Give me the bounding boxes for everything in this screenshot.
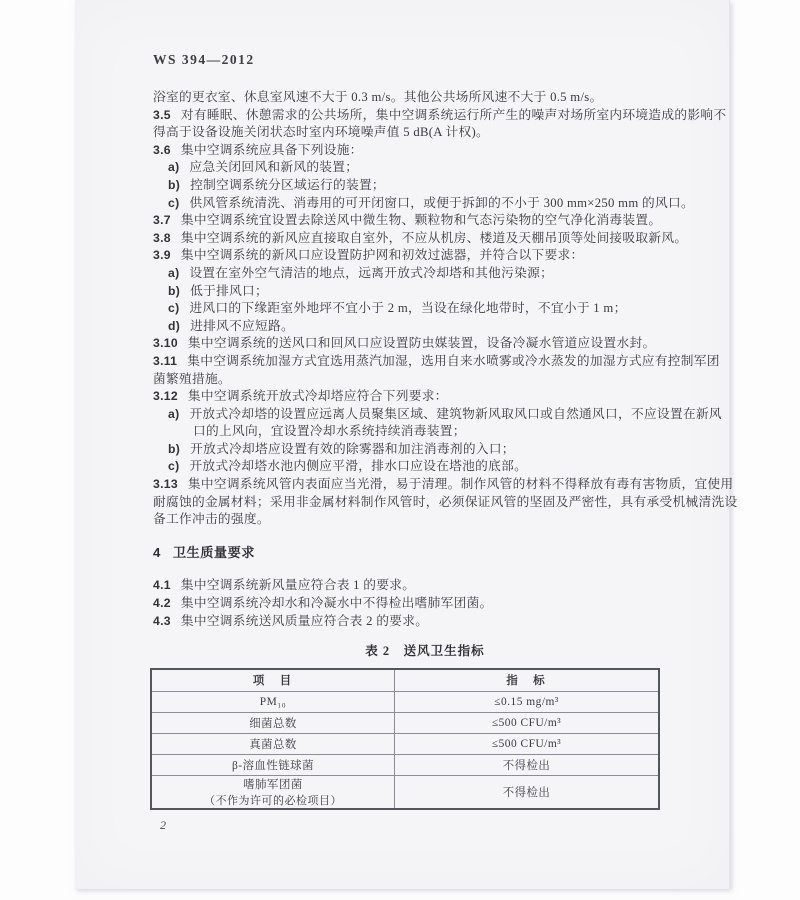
table-cell-item: PM₁₀: [151, 691, 395, 712]
list-marker: b): [168, 283, 181, 298]
table-title: 表 2 送风卫生指标: [365, 644, 485, 659]
list-marker: a): [168, 265, 180, 280]
clause-text: 集中空调系统冷却水和冷凝水中不得检出嗜肺军团菌。: [180, 596, 493, 611]
clause-text: 备工作冲击的强度。: [153, 512, 270, 527]
list-text: 进排风不应短路。: [190, 318, 295, 333]
clause-text: 集中空调系统送风质量应符合表 2 的要求。: [180, 613, 429, 628]
clause-text: 集中空调系统的新风口应设置防护网和初效过滤器，并符合以下要求：: [180, 248, 584, 263]
list-marker: a): [168, 160, 180, 175]
table-row: [151, 712, 659, 733]
table-header-value: 指 标: [395, 669, 660, 691]
list-text: 控制空调系统分区域运行的装置；: [190, 177, 385, 192]
table-cell-value: ≤500 CFU/m³: [395, 712, 660, 733]
clause-number: 3.5: [153, 107, 171, 122]
clause-line: [153, 107, 727, 125]
clause-line: [153, 230, 697, 248]
list-text: 开放式冷却塔应设置有效的除雾器和加注消毒剂的入口；: [190, 441, 515, 456]
clause-number: 3.10: [153, 336, 178, 351]
clause-line-cont: [153, 124, 697, 142]
clause-line: [153, 595, 697, 613]
clause-number: 3.9: [153, 248, 171, 263]
clause-line: [153, 476, 734, 494]
clause-text: 集中空调系统开放式冷却塔应符合下列要求：: [187, 389, 448, 404]
table-row: [151, 754, 659, 775]
clause-line-cont: [153, 371, 697, 389]
list-text: 设置在室外空气清洁的地点，远离开放式冷却塔和其他污染源；: [189, 265, 554, 280]
table-cell-item: [151, 775, 395, 809]
list-item: [153, 177, 697, 195]
list-item: [153, 318, 697, 336]
list-text: 供风管系统清洗、消毒用的可开闭窗口，或便于拆卸的不小于 300 mm×250 mm 的风口。: [189, 195, 694, 210]
clause-number: 4.1: [153, 578, 171, 593]
table-cell-item: 真菌总数: [151, 733, 395, 754]
clause-text: 集中空调系统新风量应符合表 1 的要求。: [180, 578, 416, 593]
clause-text: 集中空调系统宜设置去除送风中微生物、颗粒物和气态污染物的空气净化消毒装置。: [180, 213, 662, 228]
list-item: [153, 195, 697, 213]
running-header: WS 394—2012: [153, 52, 255, 67]
clause-number: 4.3: [153, 613, 171, 628]
clause-line-cont: [153, 511, 697, 529]
list-item: [153, 265, 697, 283]
clause-line: [153, 335, 697, 353]
list-item: [153, 441, 697, 459]
clause-line: [153, 212, 697, 230]
table-cell-item-line1: 嗜肺军团菌: [243, 778, 303, 791]
page-content: [75, 0, 738, 889]
table-cell-item: 细菌总数: [151, 712, 395, 733]
clause-number: 3.13: [153, 477, 178, 492]
table-cell-value: 不得检出: [395, 775, 660, 809]
list-text: 口的上风向，宜设置冷却水系统持续消毒装置；: [193, 424, 466, 439]
list-marker: c): [168, 301, 180, 316]
table-cell-value: 不得检出: [395, 754, 660, 775]
clause-number: 3.7: [153, 213, 171, 228]
clause-number: 4.2: [153, 596, 171, 611]
list-marker: a): [168, 406, 180, 421]
table-row: [151, 733, 659, 754]
list-item-cont: [153, 423, 697, 441]
list-marker: b): [168, 177, 181, 192]
list-item: [153, 458, 697, 476]
list-text: 进风口的下缘距室外地坪不宜小于 2 m，当设在绿化地带时，不宜小于 1 m；: [189, 301, 627, 316]
clause-line: [153, 247, 697, 265]
list-item: [153, 159, 697, 177]
document-page: [75, 0, 738, 889]
table-header-item: 项 目: [151, 669, 395, 691]
clause-text: 集中空调系统的新风应直接取自室外，不应从机房、楼道及天棚吊顶等处间接吸取新风。: [180, 230, 688, 245]
clause-text: 耐腐蚀的金属材料；采用非金属材料制作风管时，必须保证风管的坚固及严密性，具有承受机械清洗设: [153, 494, 738, 509]
table-row: [151, 775, 659, 809]
list-marker: d): [168, 318, 181, 333]
clause-line: [153, 577, 697, 595]
clause-text: 集中空调系统加湿方式宜选用蒸汽加湿，选用自来水喷雾或冷水蒸发的加湿方式应有控制军团: [187, 353, 720, 368]
clause-line-cont: [153, 494, 738, 512]
list-marker: c): [168, 195, 180, 210]
clause-text: 集中空调系统风管内表面应当光滑，易于清理。制作风管的材料不得释放有毒有害物质，宜使用: [187, 477, 734, 492]
list-marker: c): [168, 459, 180, 474]
table-cell-value: ≤500 CFU/m³: [395, 733, 660, 754]
clause-text: 得高于设备设施关闭状态时室内环境噪声值 5 dB(A 计权)。: [153, 125, 490, 140]
table-cell-value: ≤0.15 mg/m³: [395, 691, 660, 712]
table-header-row: [151, 669, 659, 691]
clause-line: [153, 142, 697, 160]
clause-number: 3.12: [153, 389, 178, 404]
table-row: [151, 691, 659, 712]
clause-text: 浴室的更衣室、休息室风速不大于 0.3 m/s。其他公共场所风速不大于 0.5 m/s。: [153, 90, 603, 104]
list-item: [153, 406, 722, 424]
list-item: [153, 300, 697, 318]
page-number: 2: [160, 818, 166, 832]
table-cell-item: β-溶血性链球菌: [151, 754, 395, 775]
section-number: 4: [153, 544, 161, 560]
table-2-health-indicators: [150, 668, 660, 810]
list-text: 应急关闭回风和新风的装置；: [189, 160, 359, 175]
clause-text: 集中空调系统应具备下列设施：: [180, 142, 363, 157]
clause-number: 3.11: [153, 353, 178, 368]
table-cell-item-note: （不作为许可的必检项目）: [204, 794, 342, 807]
clause-text: 集中空调系统的送风口和回风口应设置防虫媒装置，设备冷凝水管道应设置水封。: [187, 336, 656, 351]
list-text: 低于排风口；: [190, 283, 269, 298]
section-title: 卫生质量要求: [172, 544, 255, 560]
clause-line: [153, 388, 697, 406]
clause-number: 3.8: [153, 230, 171, 245]
list-text: 开放式冷却塔的设置应远离人员聚集区域、建筑物新风取风口或自然通风口，不应设置在新风: [189, 406, 722, 421]
clause-text: 对有睡眠、休憩需求的公共场所，集中空调系统运行所产生的噪声对场所室内环境造成的影响不: [180, 107, 727, 122]
section-heading: [153, 544, 697, 562]
clause-line: [153, 613, 697, 631]
list-item: [153, 283, 697, 301]
list-text: 开放式冷却塔水池内侧应平滑，排水口应设在塔池的底部。: [189, 459, 528, 474]
list-marker: b): [168, 441, 181, 456]
body-line: [153, 89, 697, 107]
clause-line: [153, 353, 720, 371]
clause-text: 菌繁殖措施。: [153, 371, 231, 386]
clause-number: 3.6: [153, 142, 171, 157]
